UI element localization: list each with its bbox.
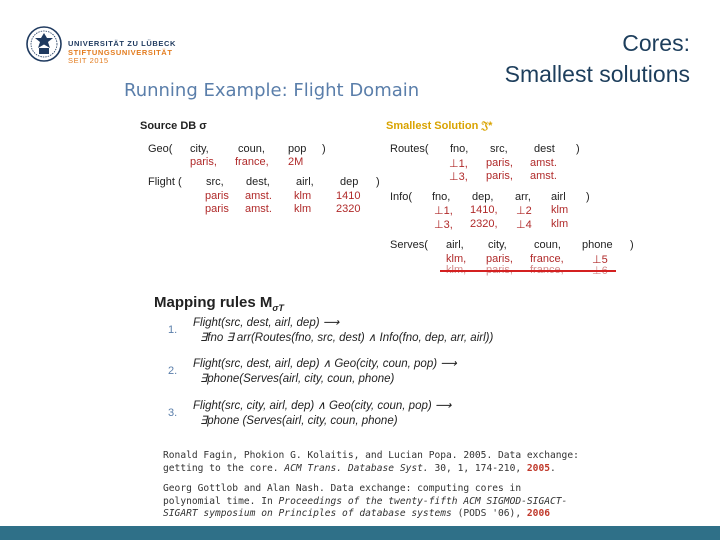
- routes-col-fno: fno,: [450, 143, 469, 155]
- example-title: Running Example: Flight Domain: [124, 80, 420, 101]
- reference-2-symposium: SIGART symposium on Principles of database systems: [163, 508, 452, 519]
- strikethrough-line: [440, 270, 616, 272]
- slide-title-line1: Cores:: [622, 30, 690, 56]
- serves-r1-airl: klm,: [446, 253, 467, 265]
- rule-1-line1: Flight(src, dest, airl, dep) ⟶: [193, 317, 340, 329]
- reference-2-proceedings: Proceedings of the twenty-fifth ACM SIGMOD-SIGACT-: [278, 495, 568, 507]
- solution-heading: Smallest Solution 𝔍*: [386, 120, 493, 132]
- serves-close: ): [630, 239, 634, 251]
- reference-1-line2-post: 30, 1, 174-210,: [428, 462, 527, 474]
- flight-col-dest: dest,: [246, 176, 270, 188]
- reference-2-line3-post: (PODS '06),: [451, 508, 527, 519]
- mapping-title: [154, 294, 284, 313]
- routes-r1-src: paris,: [486, 157, 513, 169]
- info-label: Info(: [390, 191, 413, 203]
- info-r1-arr: ⊥2: [516, 205, 532, 217]
- footer-bar: [0, 526, 720, 540]
- info-r2-fno: ⊥3,: [434, 219, 453, 231]
- rule-3-number: 3.: [168, 407, 178, 419]
- serves-r1-city: paris,: [486, 253, 513, 265]
- geo-val-city: paris,: [190, 156, 217, 168]
- info-close: ): [586, 191, 590, 203]
- serves-col-airl: airl,: [446, 239, 464, 251]
- flight-r1-dest: amst.: [245, 190, 272, 202]
- reference-2-line3: [163, 508, 567, 521]
- geo-col-city: city,: [190, 143, 209, 155]
- mapping-title-sub: σT: [272, 303, 284, 313]
- flight-label: Flight (: [148, 176, 182, 188]
- info-col-dep: dep,: [472, 191, 494, 203]
- flight-close: ): [376, 176, 380, 188]
- routes-col-src: src,: [490, 143, 508, 155]
- flight-r2-airl: klm: [294, 203, 312, 215]
- university-line3: SEIT 2015: [68, 56, 109, 65]
- rule-3-line1: Flight(src, city, airl, dep) ∧ Geo(city, coun, pop) ⟶: [193, 400, 452, 412]
- serves-col-phone: phone: [582, 239, 613, 251]
- university-name: [68, 40, 176, 66]
- geo-close: ): [322, 143, 326, 155]
- slide-title: [505, 28, 690, 90]
- reference-1-line2: [163, 463, 579, 476]
- flight-r1-airl: klm: [294, 190, 312, 202]
- flight-col-dep: dep: [340, 176, 359, 188]
- info-r2-arr: ⊥4: [516, 219, 532, 231]
- routes-r2-dest: amst.: [530, 170, 557, 182]
- geo-val-pop: 2M: [288, 156, 304, 168]
- slide-title-line2: Smallest solutions: [504, 61, 690, 87]
- info-r1-airl: klm: [551, 204, 569, 216]
- reference-2-year: 2006: [526, 508, 550, 519]
- geo-val-coun: france,: [235, 156, 269, 168]
- university-seal-logo: [26, 26, 62, 62]
- reference-1-line2-pre: getting to the core.: [163, 462, 285, 474]
- flight-r1-src: paris: [205, 190, 229, 202]
- reference-1-line1: Ronald Fagin, Phokion G. Kolaitis, and Lucian Popa. 2005. Data exchange:: [163, 450, 579, 461]
- routes-r2-fno: ⊥3,: [449, 171, 468, 183]
- info-col-airl: airl: [551, 191, 566, 203]
- serves-r1-coun: france,: [530, 253, 564, 265]
- flight-col-airl: airl,: [296, 176, 314, 188]
- info-r2-airl: klm: [551, 218, 569, 230]
- info-r1-dep: 1410,: [470, 204, 498, 216]
- reference-2-line2-pre: polynomial time. In: [163, 495, 279, 507]
- routes-r1-dest: amst.: [530, 157, 557, 169]
- routes-col-dest: dest: [534, 143, 555, 155]
- info-col-arr: arr,: [515, 191, 531, 203]
- reference-2-line2: [163, 496, 567, 509]
- mapping-title-text: Mapping rules M: [154, 294, 273, 311]
- info-r2-dep: 2320,: [470, 218, 498, 230]
- info-col-fno: fno,: [432, 191, 451, 203]
- flight-r1-dep: 1410: [336, 190, 361, 202]
- reference-2-line1: Georg Gottlob and Alan Nash. Data exchange: computing cores in: [163, 483, 522, 494]
- university-line2: STIFTUNGSUNIVERSITÄT: [68, 47, 173, 57]
- geo-label: Geo(: [148, 143, 173, 155]
- reference-1: [163, 450, 579, 475]
- routes-r1-fno: ⊥1,: [449, 158, 468, 170]
- flight-r2-dest: amst.: [245, 203, 272, 215]
- rule-2-line2: ∃phone(Serves(airl, city, coun, phone): [200, 373, 395, 385]
- geo-col-pop: pop: [288, 143, 307, 155]
- flight-r2-dep: 2320: [336, 203, 361, 215]
- serves-label: Serves(: [390, 239, 428, 251]
- routes-r2-src: paris,: [486, 170, 513, 182]
- routes-close: ): [576, 143, 580, 155]
- rule-1-line2: ∃fno ∃ arr(Routes(fno, src, dest) ∧ Info(fno, dep, arr, airl)): [200, 332, 494, 344]
- reference-1-journal: ACM Trans. Database Syst.: [284, 462, 429, 474]
- reference-1-year: 2005: [526, 462, 551, 474]
- source-db-heading: Source DB σ: [140, 120, 207, 132]
- rule-3: [193, 399, 451, 429]
- university-line1: UNIVERSITÄT ZU LÜBECK: [68, 39, 177, 48]
- flight-r2-src: paris: [205, 203, 229, 215]
- flight-col-src: src,: [206, 176, 224, 188]
- serves-r1-phone: ⊥5: [592, 254, 608, 266]
- geo-col-coun: coun,: [238, 143, 265, 155]
- rule-1-number: 1.: [168, 324, 178, 336]
- routes-label: Routes(: [390, 143, 429, 155]
- reference-1-year-post: .: [550, 462, 556, 474]
- rule-2: [193, 357, 457, 387]
- serves-col-city: city,: [488, 239, 507, 251]
- reference-2: [163, 483, 567, 521]
- info-r1-fno: ⊥1,: [434, 205, 453, 217]
- rule-1: [193, 316, 493, 346]
- serves-col-coun: coun,: [534, 239, 561, 251]
- rule-3-line2: ∃phone (Serves(airl, city, coun, phone): [200, 415, 398, 427]
- rule-2-number: 2.: [168, 365, 178, 377]
- rule-2-line1: Flight(src, dest, airl, dep) ∧ Geo(city, coun, pop) ⟶: [193, 358, 457, 370]
